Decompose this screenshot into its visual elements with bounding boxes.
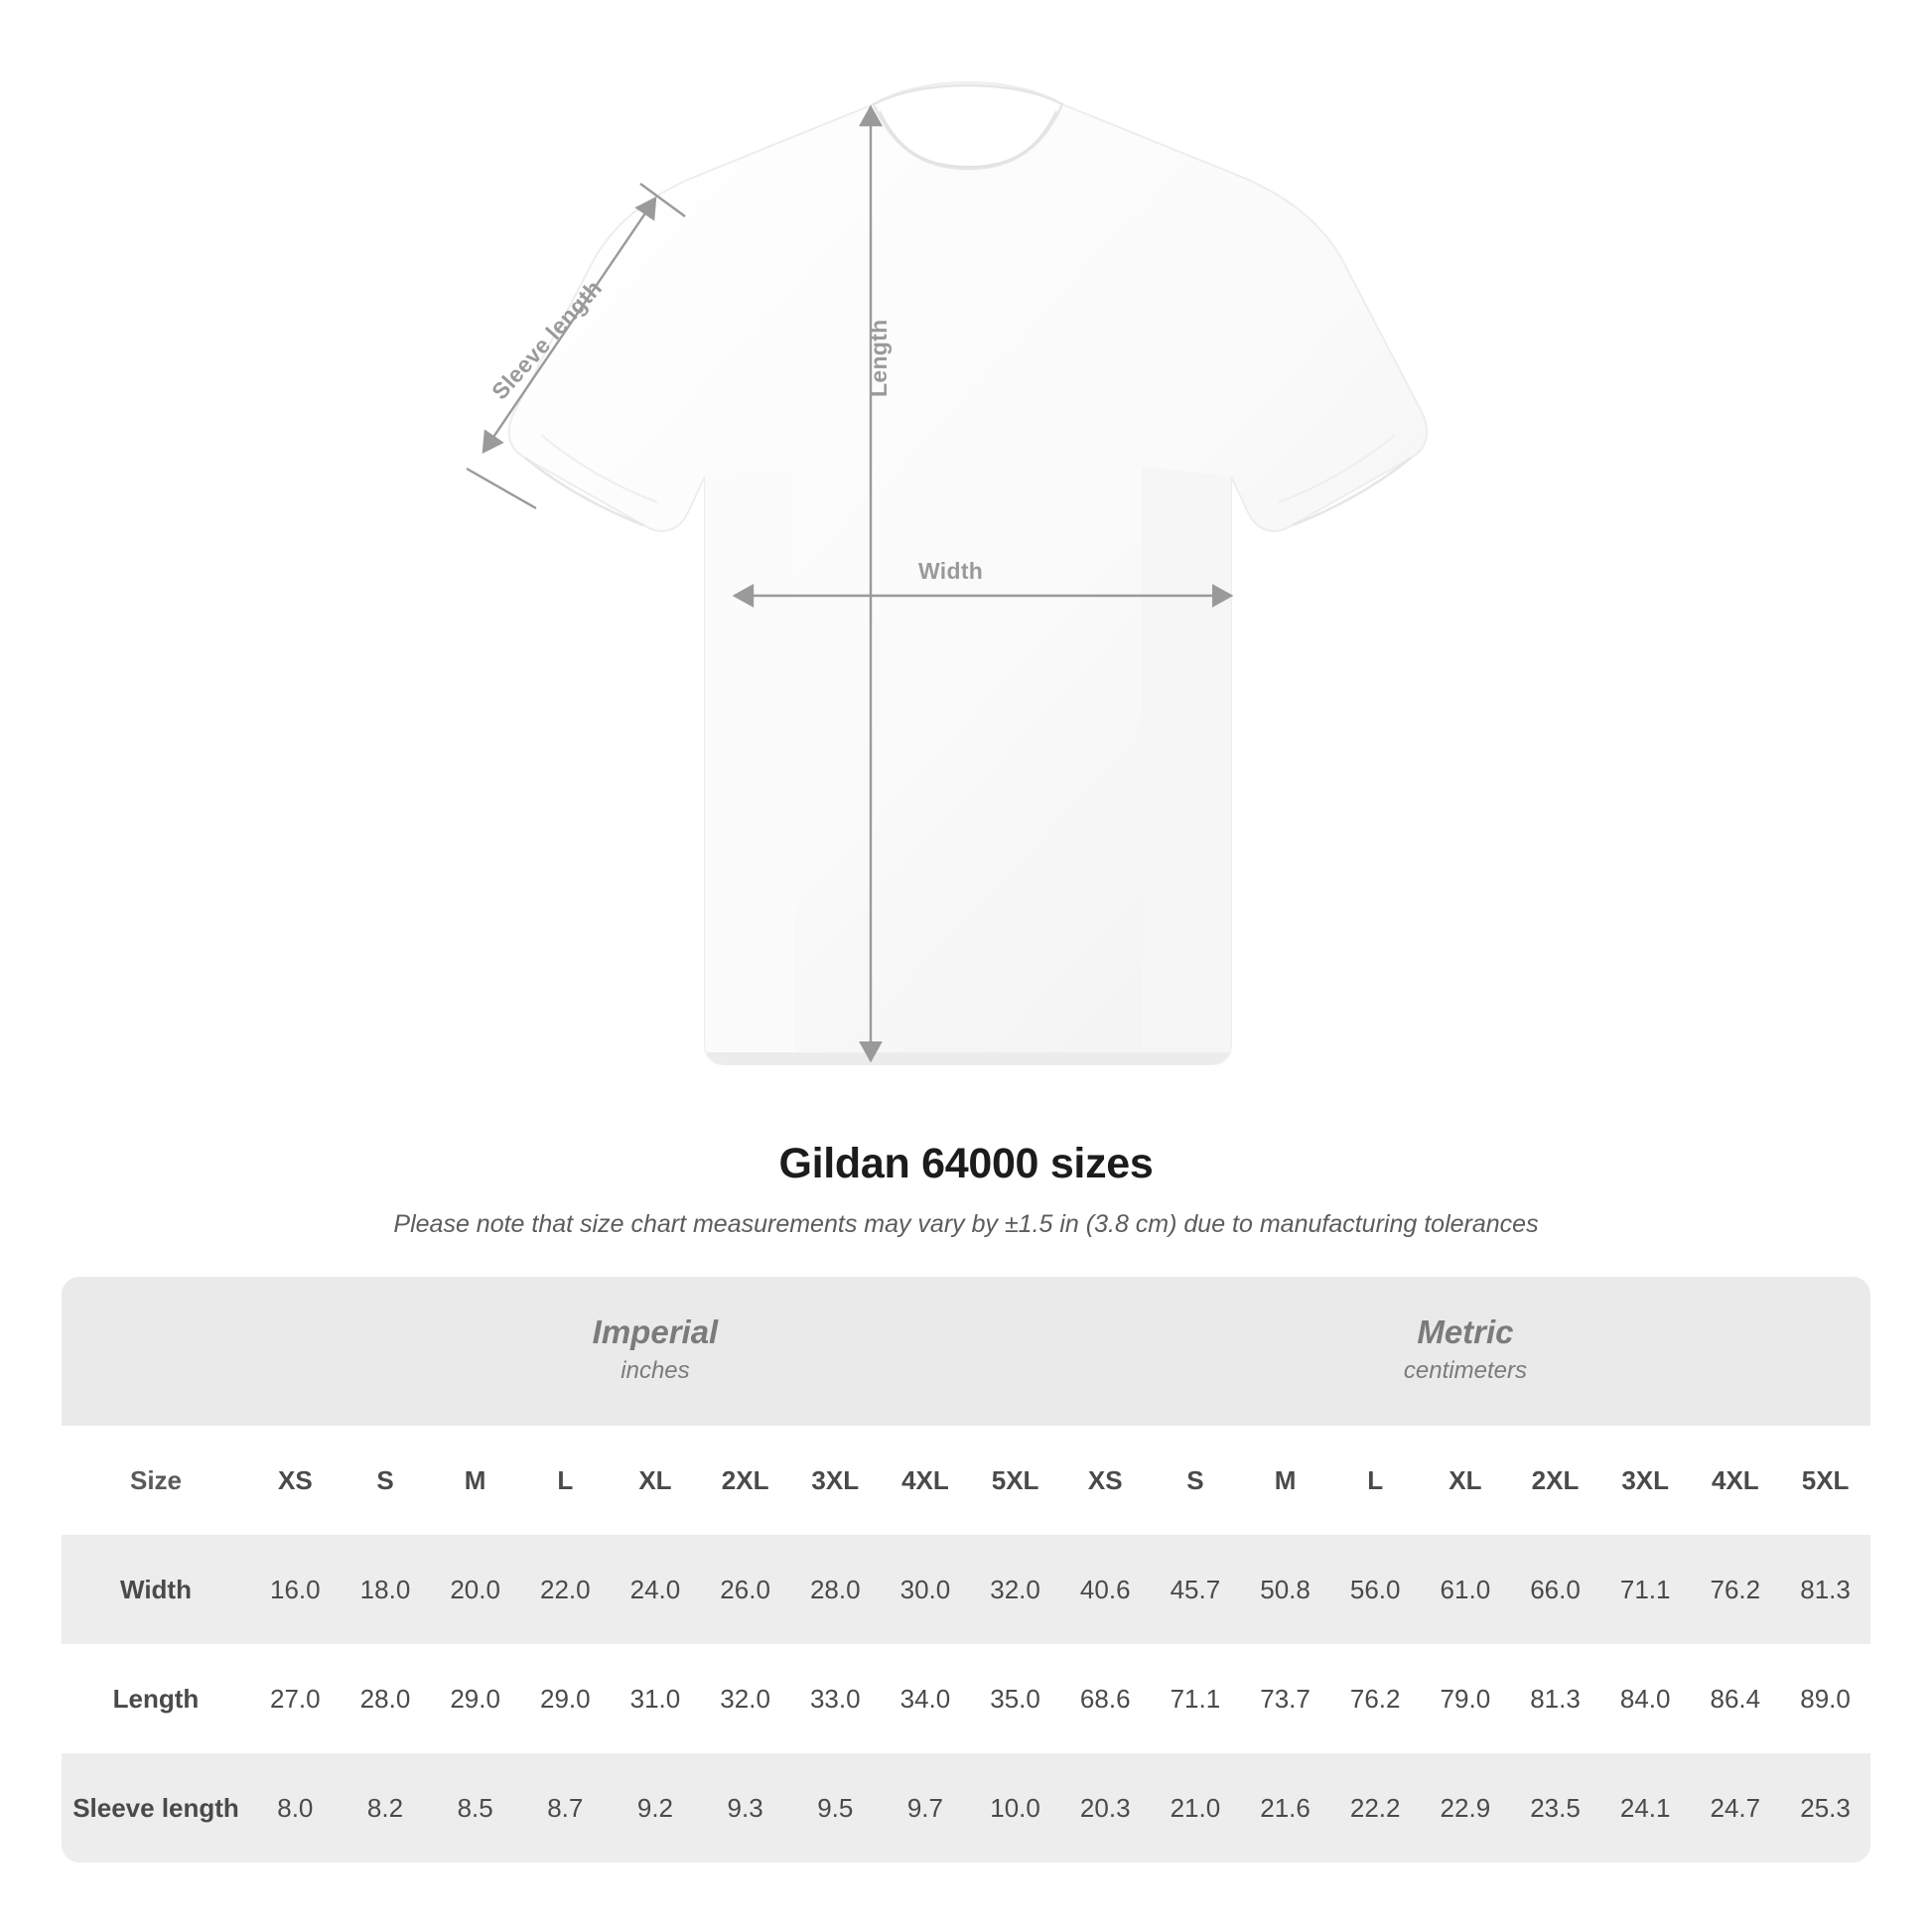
unit-imperial-sub: inches bbox=[621, 1357, 690, 1385]
cell-width: 32.0 bbox=[970, 1535, 1060, 1644]
cell-length: 76.2 bbox=[1330, 1644, 1421, 1753]
size-header-cell: S bbox=[341, 1426, 431, 1535]
cell-length: 89.0 bbox=[1780, 1644, 1870, 1753]
cell-length: 35.0 bbox=[970, 1644, 1060, 1753]
unit-metric-cell bbox=[1060, 1277, 1870, 1426]
cell-width: 16.0 bbox=[250, 1535, 341, 1644]
row-label-sleeve-length: Sleeve length bbox=[62, 1753, 250, 1863]
size-header-label: Size bbox=[62, 1426, 250, 1535]
length-label: Length bbox=[866, 319, 892, 397]
cell-sleeve: 10.0 bbox=[970, 1753, 1060, 1863]
size-header-row bbox=[62, 1426, 1870, 1535]
cell-width: 18.0 bbox=[341, 1535, 431, 1644]
cell-length: 84.0 bbox=[1600, 1644, 1691, 1753]
cell-length: 32.0 bbox=[700, 1644, 790, 1753]
size-header-cell: M bbox=[430, 1426, 520, 1535]
cell-sleeve: 9.5 bbox=[790, 1753, 881, 1863]
cell-sleeve: 8.0 bbox=[250, 1753, 341, 1863]
cell-sleeve: 23.5 bbox=[1510, 1753, 1600, 1863]
size-table bbox=[62, 1277, 1870, 1863]
size-header-cell: 4XL bbox=[881, 1426, 971, 1535]
unit-imperial-cell bbox=[250, 1277, 1060, 1426]
size-header-cell: 2XL bbox=[700, 1426, 790, 1535]
width-label: Width bbox=[918, 558, 984, 584]
title-block bbox=[0, 1140, 1932, 1239]
cell-length: 29.0 bbox=[520, 1644, 611, 1753]
size-header-cell: XS bbox=[250, 1426, 341, 1535]
tolerance-note: Please note that size chart measurements may vary by ±1.5 in (3.8 cm) due to manufacturing tolerances bbox=[393, 1210, 1539, 1238]
cell-length: 34.0 bbox=[881, 1644, 971, 1753]
cell-width: 26.0 bbox=[700, 1535, 790, 1644]
cell-sleeve: 9.2 bbox=[611, 1753, 701, 1863]
size-header-cell: XL bbox=[611, 1426, 701, 1535]
row-label-width: Width bbox=[62, 1535, 250, 1644]
unit-metric-name: Metric bbox=[1417, 1313, 1514, 1351]
sleeve-length-label: Sleeve length bbox=[486, 274, 608, 405]
cell-width: 24.0 bbox=[611, 1535, 701, 1644]
cell-length: 28.0 bbox=[341, 1644, 431, 1753]
size-header-cell: M bbox=[1240, 1426, 1330, 1535]
table-row bbox=[62, 1535, 1870, 1644]
cell-sleeve: 25.3 bbox=[1780, 1753, 1870, 1863]
cell-length: 71.1 bbox=[1151, 1644, 1241, 1753]
cell-width: 22.0 bbox=[520, 1535, 611, 1644]
cell-width: 20.0 bbox=[430, 1535, 520, 1644]
size-header-cell: L bbox=[1330, 1426, 1421, 1535]
table-row bbox=[62, 1753, 1870, 1863]
cell-width: 71.1 bbox=[1600, 1535, 1691, 1644]
size-header-cell: XL bbox=[1421, 1426, 1511, 1535]
cell-sleeve: 22.2 bbox=[1330, 1753, 1421, 1863]
cell-width: 81.3 bbox=[1780, 1535, 1870, 1644]
cell-width: 66.0 bbox=[1510, 1535, 1600, 1644]
cell-length: 68.6 bbox=[1060, 1644, 1151, 1753]
size-header-cell: 3XL bbox=[790, 1426, 881, 1535]
cell-length: 29.0 bbox=[430, 1644, 520, 1753]
cell-length: 33.0 bbox=[790, 1644, 881, 1753]
cell-sleeve: 8.5 bbox=[430, 1753, 520, 1863]
cell-length: 27.0 bbox=[250, 1644, 341, 1753]
unit-imperial-name: Imperial bbox=[592, 1313, 719, 1351]
size-header-cell: 5XL bbox=[1780, 1426, 1870, 1535]
cell-sleeve: 21.6 bbox=[1240, 1753, 1330, 1863]
cell-length: 79.0 bbox=[1421, 1644, 1511, 1753]
cell-sleeve: 8.2 bbox=[341, 1753, 431, 1863]
page-title: Gildan 64000 sizes bbox=[778, 1140, 1154, 1187]
cell-sleeve: 9.7 bbox=[881, 1753, 971, 1863]
cell-width: 56.0 bbox=[1330, 1535, 1421, 1644]
cell-length: 73.7 bbox=[1240, 1644, 1330, 1753]
cell-sleeve: 9.3 bbox=[700, 1753, 790, 1863]
unit-header-row bbox=[62, 1277, 1870, 1426]
table-row bbox=[62, 1644, 1870, 1753]
cell-width: 30.0 bbox=[881, 1535, 971, 1644]
cell-sleeve: 24.1 bbox=[1600, 1753, 1691, 1863]
cell-width: 40.6 bbox=[1060, 1535, 1151, 1644]
row-label-length: Length bbox=[62, 1644, 250, 1753]
size-header-cell: 4XL bbox=[1691, 1426, 1781, 1535]
cell-width: 76.2 bbox=[1691, 1535, 1781, 1644]
size-header-cell: 5XL bbox=[970, 1426, 1060, 1535]
size-header-cell: XS bbox=[1060, 1426, 1151, 1535]
size-header-cell: 3XL bbox=[1600, 1426, 1691, 1535]
cell-width: 28.0 bbox=[790, 1535, 881, 1644]
unit-metric-sub: centimeters bbox=[1403, 1357, 1527, 1385]
cell-sleeve: 8.7 bbox=[520, 1753, 611, 1863]
size-table-wrapper bbox=[62, 1277, 1870, 1863]
cell-sleeve: 20.3 bbox=[1060, 1753, 1151, 1863]
cell-width: 45.7 bbox=[1151, 1535, 1241, 1644]
cell-sleeve: 24.7 bbox=[1691, 1753, 1781, 1863]
size-header-cell: 2XL bbox=[1510, 1426, 1600, 1535]
cell-sleeve: 22.9 bbox=[1421, 1753, 1511, 1863]
cell-length: 81.3 bbox=[1510, 1644, 1600, 1753]
size-header-cell: S bbox=[1151, 1426, 1241, 1535]
cell-width: 50.8 bbox=[1240, 1535, 1330, 1644]
cell-length: 31.0 bbox=[611, 1644, 701, 1753]
cell-width: 61.0 bbox=[1421, 1535, 1511, 1644]
unit-spacer-cell bbox=[62, 1277, 250, 1426]
size-header-cell: L bbox=[520, 1426, 611, 1535]
cell-sleeve: 21.0 bbox=[1151, 1753, 1241, 1863]
cell-length: 86.4 bbox=[1691, 1644, 1781, 1753]
sleeve-guide-tick-bottom bbox=[467, 469, 536, 508]
